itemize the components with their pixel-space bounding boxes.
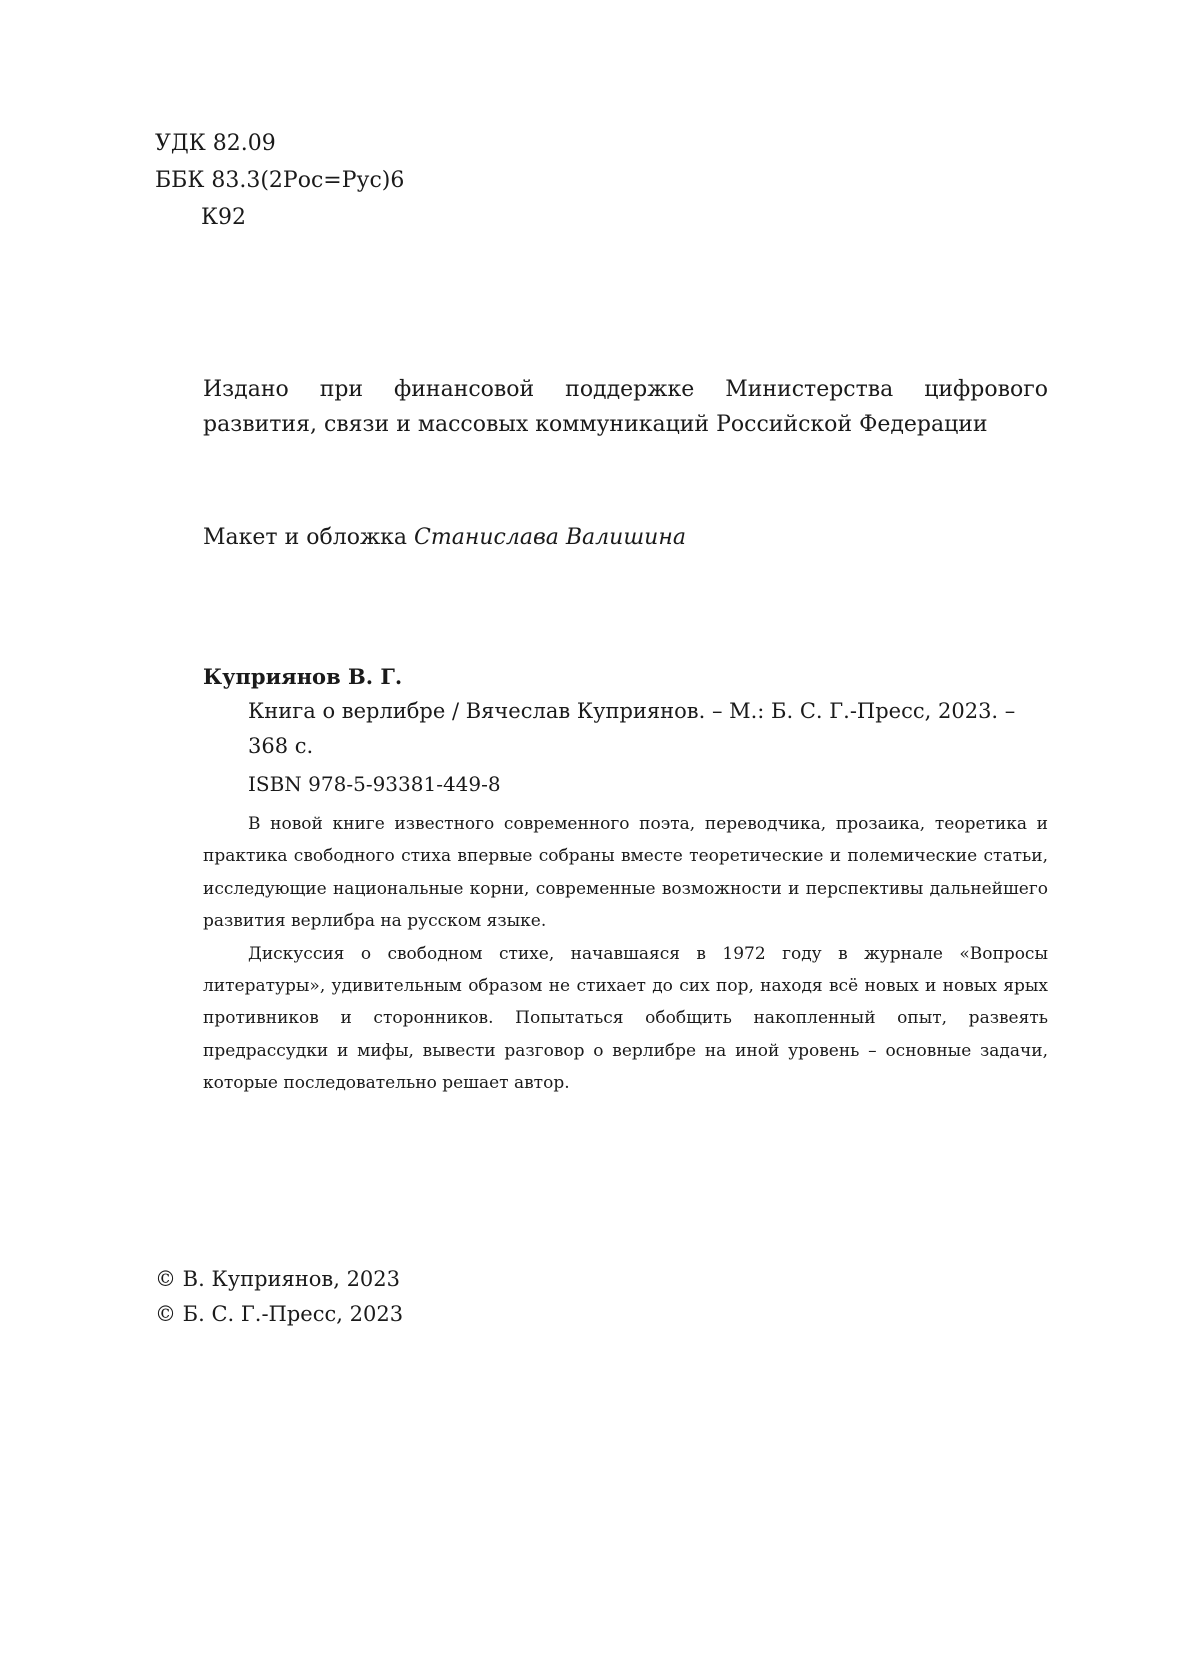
funding-note: Издано при финансовой поддержке Министерства цифрового развития, связи и массовых коммуникаций Российской Федерации — [203, 377, 1048, 437]
layout-credit — [203, 520, 686, 555]
catalog-record — [203, 660, 1048, 1100]
udk-code: УДК 82.09 — [155, 131, 276, 156]
abstract — [203, 808, 1048, 1100]
classification-block — [155, 125, 404, 236]
abstract-paragraph: Дискуссия о свободном стихе, начавшаяся в 1972 году в журнале «Вопросы литературы», удивительным образом не стихает до сих пор, находя всё новых и новых ярых противников и сторонников. Попытаться обобщить накопленный опыт, развеять предрассудки и мифы, вывести разговор о верлибре на иной уровень – основные задачи, которые последовательно решает автор. — [203, 943, 1048, 1094]
bibliographic-line: Книга о верлибре / Вячеслав Куприянов. – М.: Б. С. Г.-Пресс, 2023. – 368 с. — [248, 699, 1016, 758]
abstract-paragraph: В новой книге известного современного поэта, переводчика, прозаика, теоретика и практика свободного стиха впервые собраны вместе теоретические и полемические статьи, исследующие национальные корни, современные возможности и перспективы дальнейшего развития верлибра на русском языке. — [203, 814, 1048, 932]
bbk-code: ББК 83.3(2Рос=Рус)6 — [155, 168, 405, 193]
layout-credit-label: Макет и обложка — [203, 525, 415, 550]
copyright-publisher: © Б. С. Г.-Пресс, 2023 — [155, 1302, 404, 1326]
catalog-heading: Куприянов В. Г. — [203, 664, 403, 689]
designer-name: Станислава Валишина — [414, 525, 686, 550]
copyright-author: © В. Куприянов, 2023 — [155, 1267, 401, 1291]
copyright-block — [155, 1262, 403, 1332]
isbn: ISBN 978-5-93381-449-8 — [248, 772, 501, 796]
author-mark: К92 — [201, 205, 247, 230]
